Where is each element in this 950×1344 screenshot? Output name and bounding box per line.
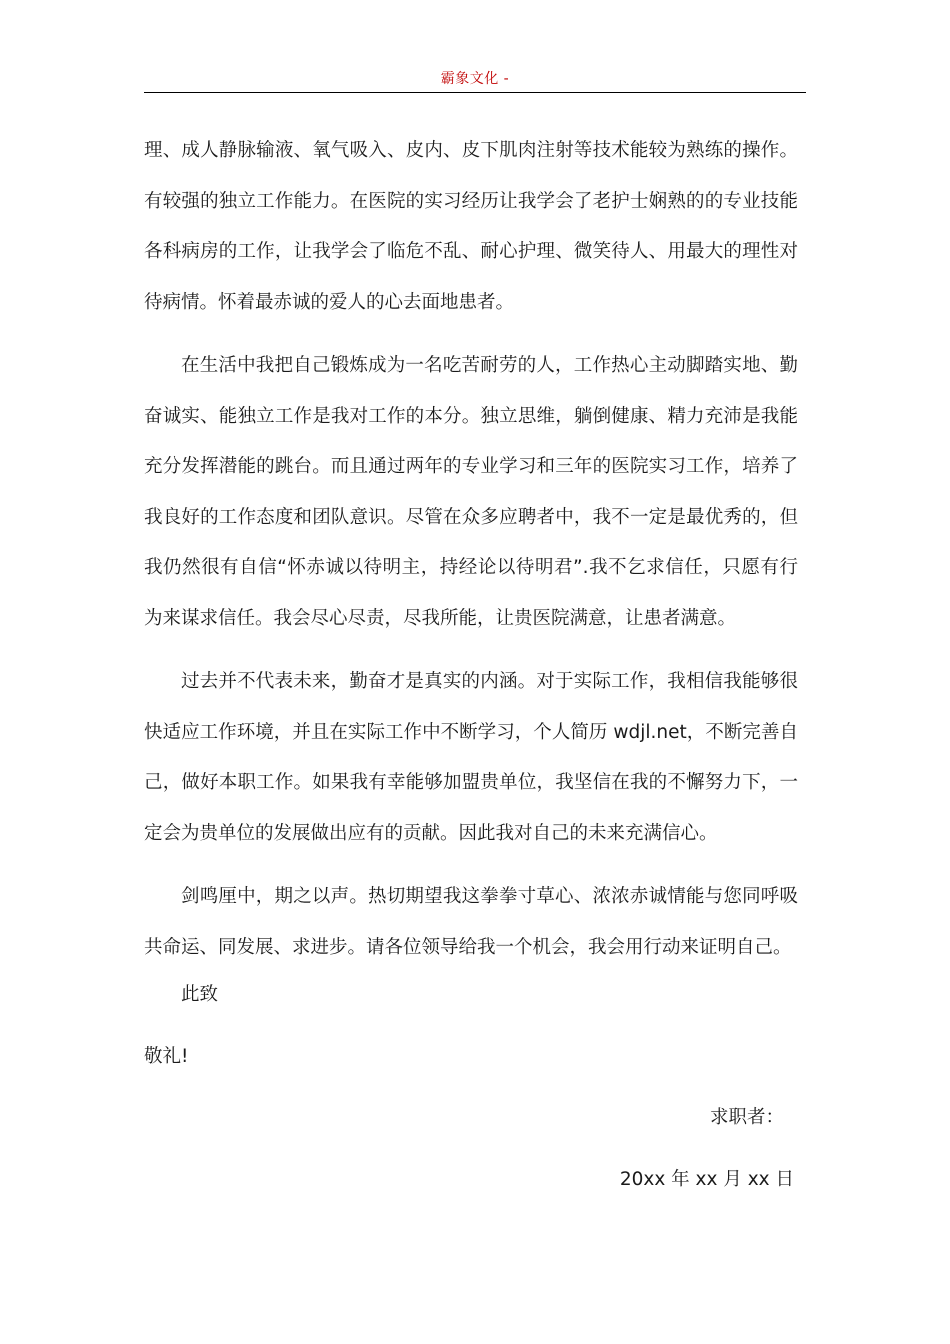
- paragraph-1: 理、成人静脉输液、氧气吸入、皮内、皮下肌肉注射等技术能较为熟练的操作。有较强的独立工作能力。在医院的实习经历让我学会了老护士娴熟的的专业技能各科病房的工作，让我学会了临危不乱、耐心护理、微笑待人、用最大的理性对待病情。怀着最赤诚的爱人的心去面地患者。: [144, 140, 798, 313]
- signer-label: 求职者：: [709, 1107, 784, 1128]
- paragraph-2: 在生活中我把自己锻炼成为一名吃苦耐劳的人，工作热心主动脚踏实地、勤奋诚实、能独立工作是我对工作的本分。独立思维，躺倒健康、精力充沛是我能充分发挥潜能的跳台。而且通过两年的专业学习和三年的医院实习工作，培养了我良好的工作态度和团队意识。尽管在众多应聘者中，我不一定是最优秀的，但我仍然很有自信“怀赤诚以待明主，持经论以待明君”.我不乞求信任，只愿有行为来谋求信任。我会尽心尽责，尽我所能，让贵医院满意，让患者满意。: [144, 355, 798, 629]
- paragraph-3: 过去并不代表未来，勤奋才是真实的内涵。对于实际工作，我相信我能够很快适应工作环境，并且在实际工作中不断学习，个人简历 wdjl.net，不断完善自己，做好本职工作。如果我有幸能够加盟贵单位，我坚信在我的不懈努力下，一定会为贵单位的发展做出应有的贡献。因此我对自己的未来充满信心。: [144, 671, 798, 844]
- page-header: [144, 68, 806, 93]
- letter-date: 20xx 年 xx 月 xx 日: [619, 1169, 794, 1190]
- paragraph-4: 剑鸣厘中，期之以声。热切期望我这拳拳寸草心、浓浓赤诚情能与您同呼吸共命运、同发展、求进步。请各位领导给我一个机会，我会用行动来证明自己。: [144, 886, 798, 958]
- paragraph-gap: [144, 859, 798, 872]
- paragraph-gap: [144, 328, 798, 341]
- closing-line: 此致: [181, 984, 219, 1005]
- salute-line: 敬礼!: [144, 1046, 189, 1067]
- letter-body: [144, 126, 798, 973]
- header-title: 霸象文化 -: [440, 71, 510, 87]
- paragraph-gap: [144, 644, 798, 657]
